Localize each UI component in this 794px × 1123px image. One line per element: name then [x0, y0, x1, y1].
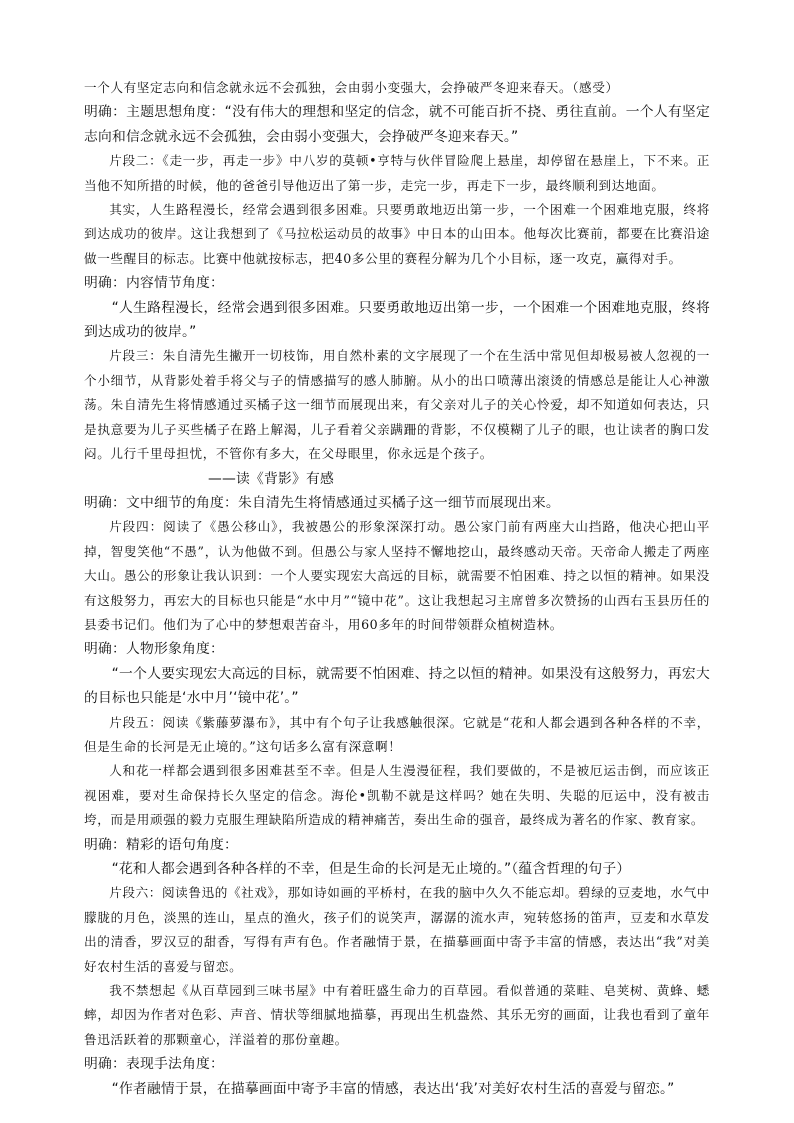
- paragraph-fragment-2: 片段二：《走一步，再走一步》中八岁的莫顿•亨特与伙伴冒险爬上悬崖，却停留在悬崖上，下不来。正当他不知所措的时候，他的爸爸引导他迈出了第一步，走完一步，再走下一步，最终顺利到达地面。: [84, 153, 710, 193]
- quote-character: “一个人要实现宏大高远的目标，就需要不怕困难、持之以恒的精神。如果没有这般努力，再宏大的目标也只能是‘水中月’‘镜中花’。”: [84, 665, 710, 707]
- note-content-plot-angle: 明确：内容情节角度：: [84, 275, 224, 292]
- note-technique-angle: 明确：表现手法角度：: [84, 1056, 224, 1073]
- quote-content-plot: “人生路程漫长，经常会遇到很多困难。只要勇敢地迈出第一步，一个困难一个困难地克服，终将到达成功的彼岸。”: [84, 299, 710, 341]
- paragraph-fragment-4: 片段四：阅读了《愚公移山》，我被愚公的形象深深打动。愚公家门前有两座大山挡路，他决心把山平掉，智叟笑他“不愚”，认为他做不到。但愚公与家人坚持不懈地挖山，最终感动天帝。天帝命人搬走了两座大山。愚公的形象让我认识到：一个人要实现宏大高远的目标，就需要不怕困难、持之以恒的精神。如果没有这般努力，再宏大的目标也只能是“水中月”“镜中花”。这让我想起习主席曾多次赞扬的山西右玉县历任的县委书记们。他们为了心中的梦想艰苦奋斗，用60多年的时间带领群众植树造林。: [84, 519, 710, 632]
- note-theme-angle: 明确：主题思想角度：“没有伟大的理想和坚定的信念，就不可能百折不挠、勇往直前。一个人有坚定志向和信念就永远不会孤独，会由弱小变强大，会挣破严冬迎来春天。”: [84, 104, 710, 145]
- note-character-angle: 明确：人物形象角度：: [84, 641, 224, 658]
- paragraph-fragment-6-reflection: 我不禁想起《从百草园到三味书屋》中有着旺盛生命力的百草园。看似普通的菜畦、皂荚树、黄蜂、蟋蟀，却因为作者对色彩、声音、情状等细腻地描摹，再现出生机盎然、其乐无穷的画面，让我也看到了童年鲁迅活跃着的那颗童心，洋溢着的那份童趣。: [84, 983, 710, 1047]
- paragraph-intro-feeling: 一个人有坚定志向和信念就永远不会孤独，会由弱小变强大，会挣破严冬迎来春天。（感受）: [84, 80, 619, 95]
- quote-sentence: “花和人都会遇到各种各样的不幸，但是生命的长河是无止境的。”（蕴含哲理的句子）: [111, 861, 631, 877]
- paragraph-fragment-2-reflection: 其实，人生路程漫长，经常会遇到很多困难。只要勇敢地迈出第一步，一个困难一个困难地克服，终将到达成功的彼岸。这让我想到了《马拉松运动员的故事》中日本的山田本。他每次比赛前，都要在比赛沿途做一些醒目的标志。比赛中他就按标志，把40多公里的赛程分解为几个小目标，逐一攻克，赢得对手。: [84, 202, 710, 266]
- note-detail-angle: 明确：文中细节的角度：朱自清先生将情感通过买橘子这一细节而展现出来。: [84, 494, 560, 511]
- paragraph-fragment-5: 片段五：阅读《紫藤萝瀑布》，其中有个句子让我感触很深。它就是“花和人都会遇到各种各样的不幸，但是生命的长河是无止境的。”这句话多么富有深意啊！: [84, 714, 710, 754]
- quote-technique: “作者融情于景，在描摹画面中寄予丰富的情感，表达出‘我’对美好农村生活的喜爱与留恋。”: [111, 1080, 675, 1097]
- note-sentence-angle: 明确：精彩的语句角度：: [84, 836, 238, 853]
- source-line-beiying: ——读《背影》有感: [208, 470, 334, 487]
- paragraph-fragment-6: 片段六：阅读鲁迅的《社戏》，那如诗如画的平桥村，在我的脑中久久不能忘却。碧绿的豆麦地，水气中朦胧的月色，淡黑的连山，星点的渔火，孩子们的说笑声，潺潺的流水声，宛转悠扬的笛声，豆麦和水草发出的清香，罗汉豆的甜香，写得有声有色。作者融情于景，在描摹画面中寄予丰富的情感，表达出“我”对美好农村生活的喜爱与留恋。: [84, 885, 710, 974]
- paragraph-fragment-3: 片段三：朱自清先生撇开一切枝饰，用自然朴素的文字展现了一个在生活中常见但却极易被人忽视的一个小细节，从背影处着手将父与子的情感描写的感人肺腑。从小的出口喷薄出滚烫的情感总是能让人心神激荡。朱自清先生将情感通过买橘子这一细节而展现出来，有父亲对儿子的关心怜爱，却不知道如何表达，只是执意要为儿子买些橘子在路上解渴，儿子看着父亲蹒跚的背影，不仅模糊了儿子的眼，也让读者的胸口发闷。儿行千里母担忧，不管你有多大，在父母眼里，你永远是个孩子。: [84, 348, 710, 462]
- paragraph-fragment-5-reflection: 人和花一样都会遇到很多困难甚至不幸。但是人生漫漫征程，我们要做的，不是被厄运击倒，而应该正视困难，要对生命保持长久坚定的信念。海伦•凯勒不就是这样吗？她在失明、失聪的厄运中，没有被击垮，而是用顽强的毅力克服生理缺陷所造成的精神痛苦，奏出生命的强音，最终成为著名的作家、教育家。: [84, 763, 710, 828]
